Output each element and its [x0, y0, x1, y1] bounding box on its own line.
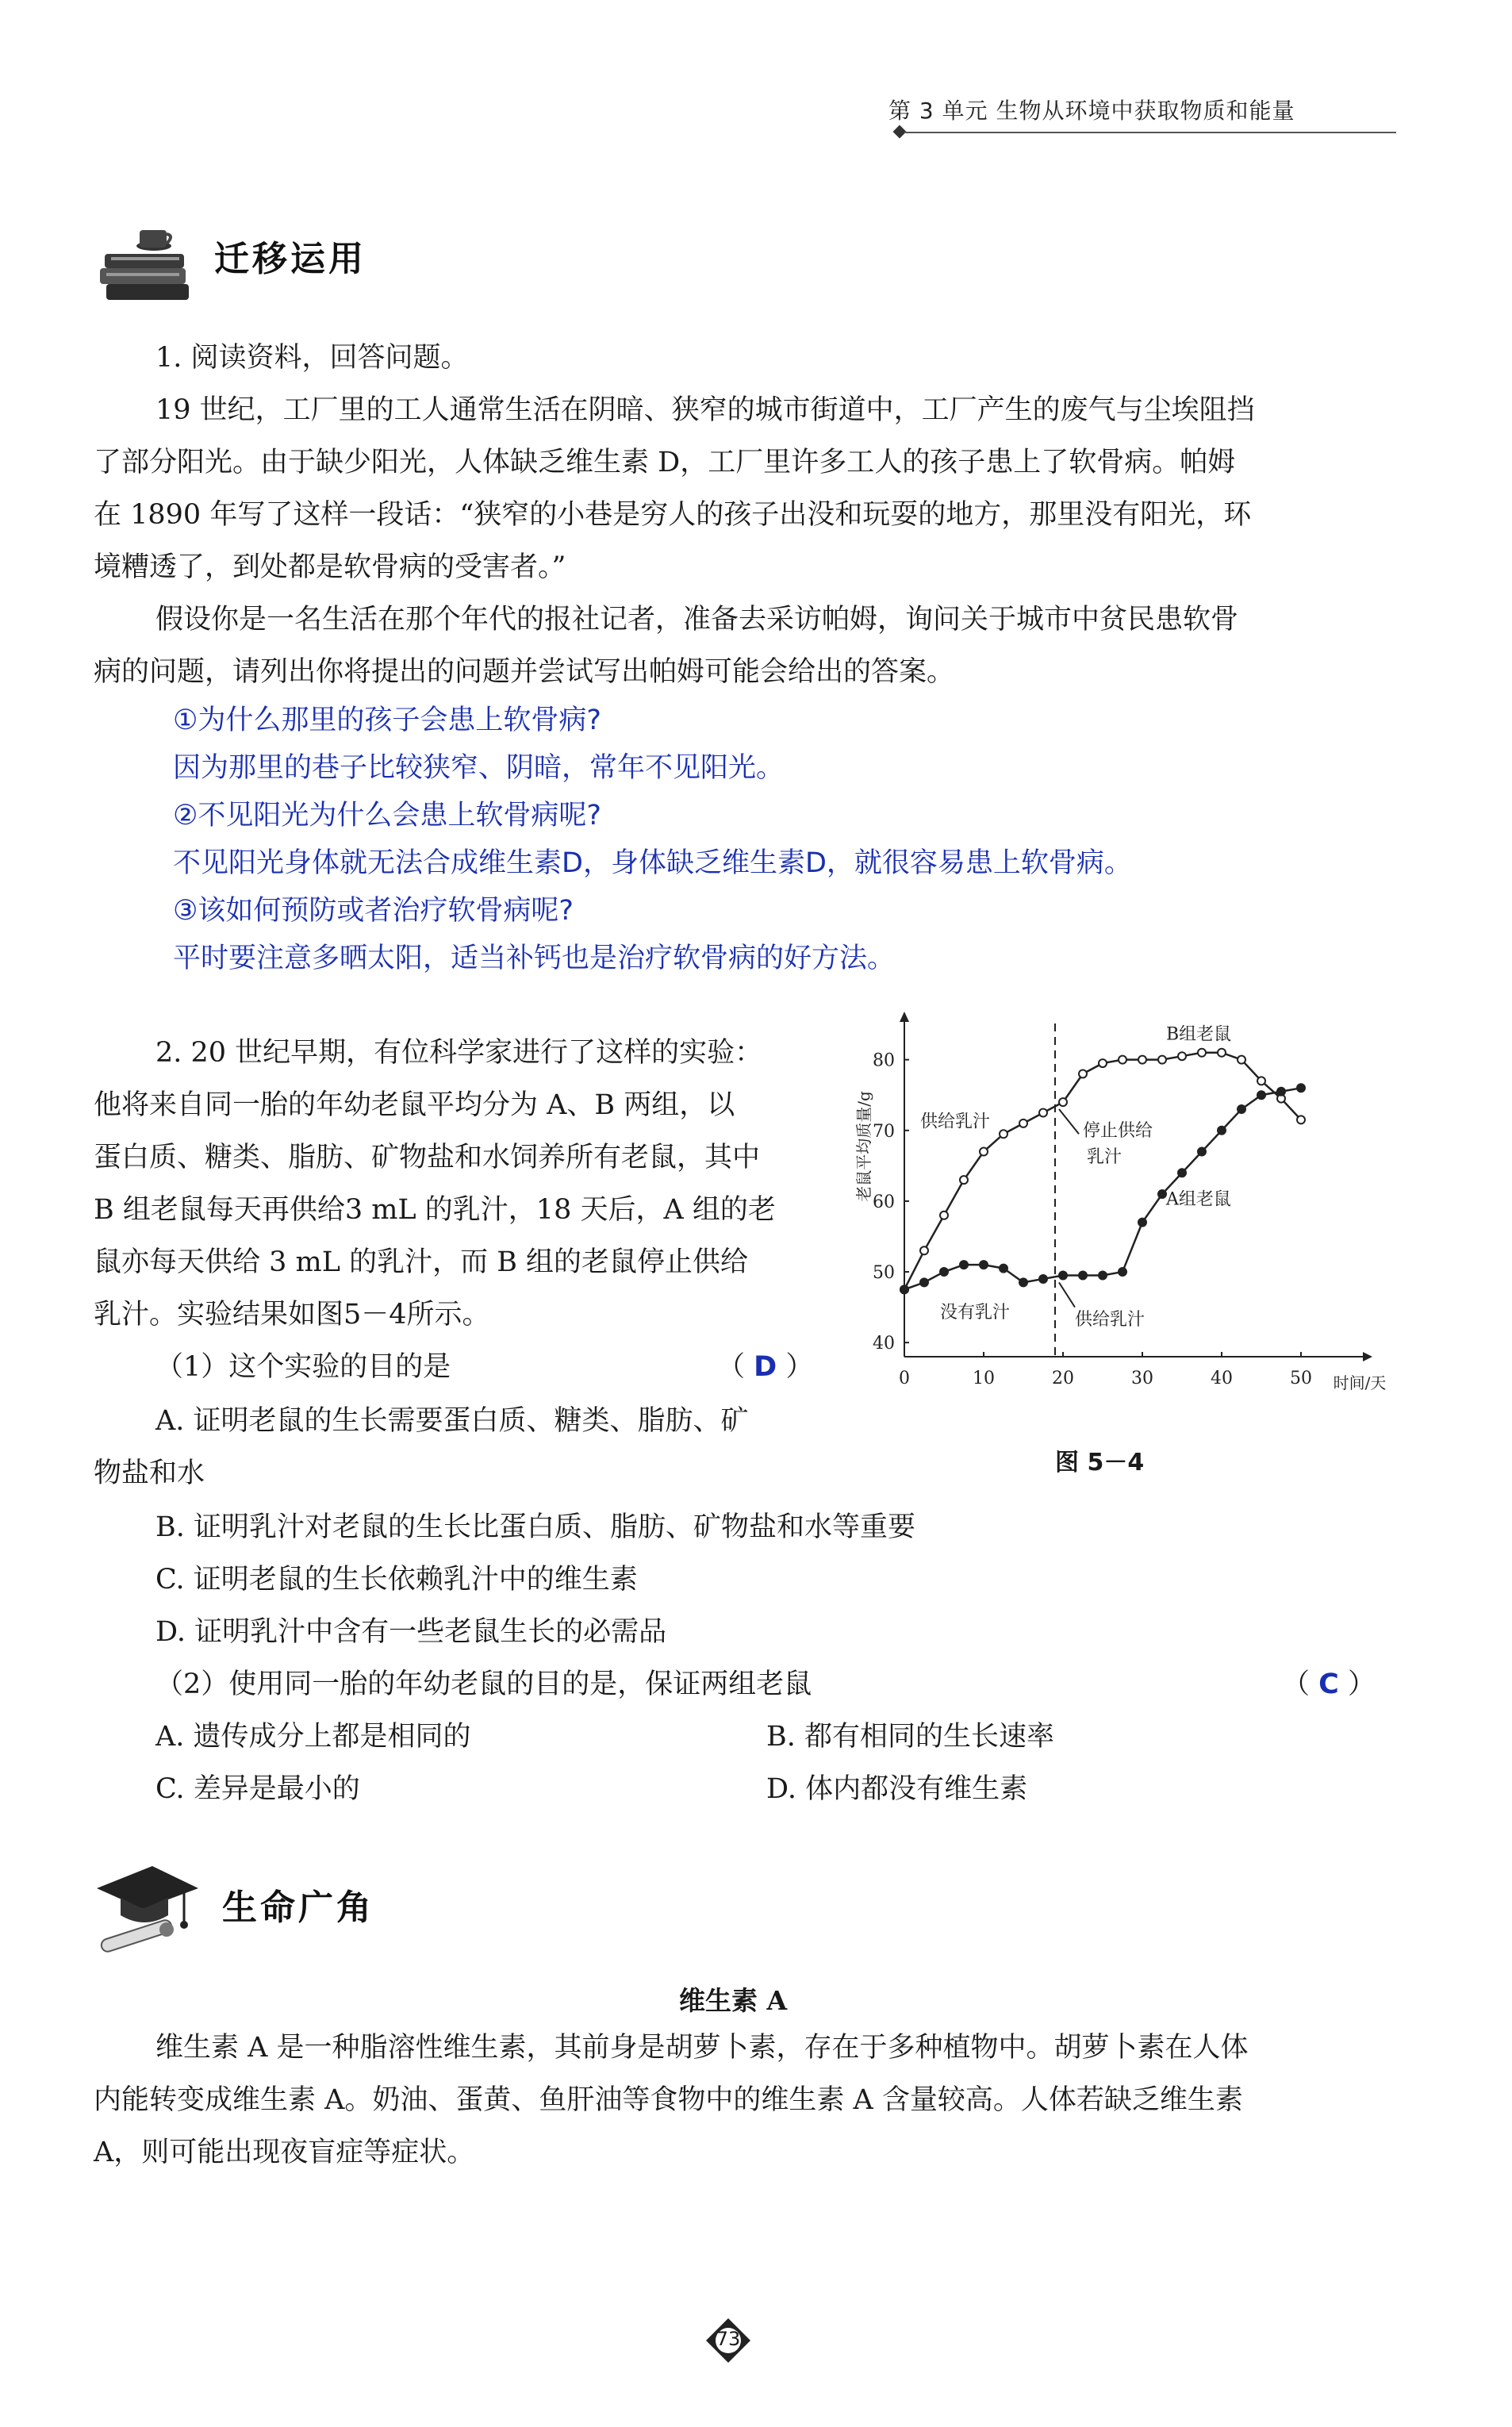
data-point [980, 1261, 988, 1269]
q2-sub2-answer-bracket [1282, 1658, 1376, 1711]
text-line: 了部分阳光。由于缺少阳光，人体缺乏维生素 D，工厂里许多工人的孩子患上了软骨病。帕姆 [94, 447, 1236, 478]
graduation-cap-icon [89, 1857, 200, 1960]
figure-caption: 图 5－4 [1055, 1449, 1145, 1477]
data-point [940, 1268, 948, 1276]
data-point [1000, 1265, 1007, 1273]
data-point [1238, 1105, 1245, 1113]
data-point [1218, 1049, 1226, 1057]
text-line: 2. 20 世纪早期，有位科学家进行了这样的实验： [155, 1037, 763, 1069]
section-title-life: 生命广角 [222, 1887, 374, 1928]
data-point [940, 1212, 948, 1219]
x-tick-label: 40 [1211, 1369, 1233, 1388]
unit-header: 第 3 单元 生物从环境中获取物质和能量 [888, 98, 1295, 124]
q2-sub1-option-b: B. 证明乳汁对老鼠的生长比蛋白质、脂肪、矿物盐和水等重要 [155, 1511, 915, 1543]
y-tick-label: 70 [873, 1121, 895, 1142]
text-line: 蛋白质、糖类、脂肪、矿物盐和水饲养所有老鼠，其中 [94, 1142, 761, 1173]
data-point [1238, 1056, 1245, 1064]
data-point [1158, 1056, 1166, 1064]
data-point [1178, 1052, 1186, 1060]
data-point [1000, 1130, 1007, 1138]
annotation-b-group: B组老鼠 [1166, 1024, 1232, 1045]
data-point [1119, 1268, 1126, 1276]
annotation-pointer [1059, 1282, 1075, 1307]
data-point [1257, 1077, 1265, 1085]
q2-sub2-answer: C [1318, 1669, 1339, 1700]
q2-sub2-stem: （2）使用同一胎的年幼老鼠的目的是，保证两组老鼠 [155, 1669, 812, 1700]
q2-sub2-option-d: D. 体内都没有维生素 [766, 1773, 1028, 1805]
y-tick-label: 40 [873, 1334, 895, 1354]
y-tick-label: 80 [873, 1050, 895, 1071]
y-tick-label: 50 [873, 1263, 895, 1284]
q1-paragraph-2 [94, 593, 1238, 698]
y-tick-label: 60 [873, 1192, 895, 1212]
data-point [1218, 1127, 1226, 1135]
data-point [1119, 1056, 1126, 1064]
q1-paragraph-1 [94, 384, 1255, 593]
q2-sub1-option-a-cont: 物盐和水 [94, 1457, 205, 1489]
header-rule [904, 132, 1396, 133]
annotation-supply-milk-b: 供给乳汁 [920, 1112, 991, 1132]
x-axis-arrow [1363, 1352, 1372, 1361]
series-line [904, 1053, 1301, 1290]
data-point [1257, 1091, 1265, 1099]
q2-sub1-stem: （1）这个实验的目的是 [155, 1351, 451, 1383]
data-point [900, 1285, 908, 1293]
q2-sub1-answer: D [754, 1351, 777, 1383]
page-number: 73 [716, 2328, 741, 2350]
annotation-pointer [1059, 1109, 1079, 1134]
text-line: 境糟透了，到处都是软骨病的受害者。” [94, 551, 566, 583]
bracket-open: （ [1282, 1669, 1311, 1700]
page-number-badge [704, 2317, 752, 2364]
data-point [1059, 1272, 1067, 1280]
data-point [920, 1278, 928, 1286]
bracket-open: （ [717, 1351, 746, 1383]
text-line: 他将来自同一胎的年幼老鼠平均分为 A、B 两组，以 [94, 1089, 735, 1121]
q2-sub1-option-d: D. 证明乳汁中含有一些老鼠生长的必需品 [155, 1616, 667, 1648]
answer-a1: 因为那里的巷子比较狭窄、阴暗，常年不见阳光。 [173, 752, 785, 784]
text-line: 鼠亦每天供给 3 mL 的乳汁，而 B 组的老鼠停止供给 [94, 1246, 749, 1278]
bracket-close: ） [785, 1351, 814, 1383]
y-axis-label: 老鼠平均质量/g [854, 1091, 873, 1202]
annotation-a-group: A组老鼠 [1166, 1189, 1231, 1210]
x-tick-label: 0 [899, 1369, 910, 1388]
data-point [1198, 1148, 1206, 1156]
data-point [1099, 1272, 1107, 1280]
data-point [1158, 1190, 1166, 1198]
answer-q3: ③该如何预防或者治疗软骨病呢? [173, 895, 574, 927]
data-point [1297, 1116, 1305, 1123]
data-point [960, 1176, 968, 1184]
q2-stem [94, 1027, 776, 1341]
x-tick-label: 30 [1131, 1369, 1153, 1388]
text-line: 乳汁。实验结果如图5－4所示。 [94, 1299, 490, 1331]
data-point [960, 1261, 968, 1269]
data-point [1178, 1169, 1186, 1177]
q2-sub2-option-a: A. 遗传成分上都是相同的 [155, 1721, 471, 1753]
y-axis-arrow [900, 1012, 909, 1022]
data-point [1079, 1272, 1087, 1280]
data-point [1138, 1219, 1146, 1227]
x-tick-label: 50 [1290, 1369, 1312, 1388]
q2-sub1-answer-bracket [717, 1341, 813, 1393]
text-line: 维生素 A 是一种脂溶性维生素，其前身是胡萝卜素，存在于多种植物中。胡萝卜素在人体 [155, 2032, 1249, 2064]
text-line: 在 1890 年写了这样一段话：“狭窄的小巷是穷人的孩子出没和玩耍的地方，那里没有阳光，环 [94, 499, 1252, 531]
text-line: 19 世纪，工厂里的工人通常生活在阴暗、狭窄的城市街道中，工厂产生的废气与尘埃阻挡 [155, 394, 1255, 426]
text-line: 假设你是一名生活在那个年代的报社记者，准备去采访帕姆，询问关于城市中贫民患软骨 [155, 604, 1239, 636]
data-point [1059, 1098, 1067, 1106]
q1-intro: 1. 阅读资料，回答问题。 [155, 342, 469, 374]
data-point [1277, 1088, 1285, 1096]
annotation-stop-milk-cont: 乳汁 [1087, 1146, 1122, 1167]
data-point [1297, 1084, 1305, 1092]
x-tick-label: 20 [1052, 1369, 1074, 1388]
data-point [1079, 1069, 1087, 1077]
annotation-supply-milk-a: 供给乳汁 [1075, 1309, 1146, 1330]
answer-a3: 平时要注意多晒太阳，适当补钙也是治疗软骨病的好方法。 [173, 943, 896, 974]
answer-q1: ①为什么那里的孩子会患上软骨病? [173, 705, 601, 736]
data-point [980, 1148, 988, 1156]
data-point [1198, 1049, 1206, 1057]
article-title: 维生素 A [679, 1985, 788, 2016]
answer-q2: ②不见阳光为什么会患上软骨病呢? [173, 800, 601, 831]
data-point [1039, 1275, 1047, 1283]
data-point [1019, 1278, 1027, 1286]
q2-sub1-option-c: C. 证明老鼠的生长依赖乳汁中的维生素 [155, 1564, 638, 1596]
q2-sub1-option-a: A. 证明老鼠的生长需要蛋白质、糖类、脂肪、矿 [155, 1405, 749, 1437]
q2-sub2-option-c: C. 差异是最小的 [155, 1773, 360, 1805]
data-point [1138, 1056, 1146, 1064]
data-point [920, 1246, 928, 1254]
annotation-stop-milk: 停止供给 [1083, 1120, 1153, 1141]
x-axis-label: 时间/天 [1333, 1373, 1387, 1392]
text-line: 内能转变成维生素 A。奶油、蛋黄、鱼肝油等食物中的维生素 A 含量较高。人体若缺乏维生素 [94, 2084, 1243, 2116]
text-line: A，则可能出现夜盲症等症状。 [94, 2137, 475, 2168]
article-body [94, 2022, 1249, 2179]
data-point [1039, 1109, 1047, 1117]
data-point [1099, 1059, 1107, 1067]
x-tick-label: 10 [973, 1369, 995, 1388]
text-line: B 组老鼠每天再供给3 mL 的乳汁，18 天后，A 组的老 [94, 1194, 776, 1226]
section-title-transfer: 迁移运用 [214, 239, 366, 279]
text-line: 病的问题，请列出你将提出的问题并尝试写出帕姆可能会给出的答案。 [94, 656, 955, 688]
data-point [1019, 1119, 1027, 1127]
q2-sub2-option-b: B. 都有相同的生长速率 [766, 1721, 1054, 1753]
book-coffee-icon [89, 208, 200, 311]
growth-line-chart [841, 1008, 1396, 1420]
answer-a2: 不见阳光身体就无法合成维生素D，身体缺乏维生素D，就很容易患上软骨病。 [173, 847, 1132, 879]
bracket-close: ） [1347, 1669, 1376, 1700]
annotation-no-milk: 没有乳汁 [940, 1302, 1011, 1323]
